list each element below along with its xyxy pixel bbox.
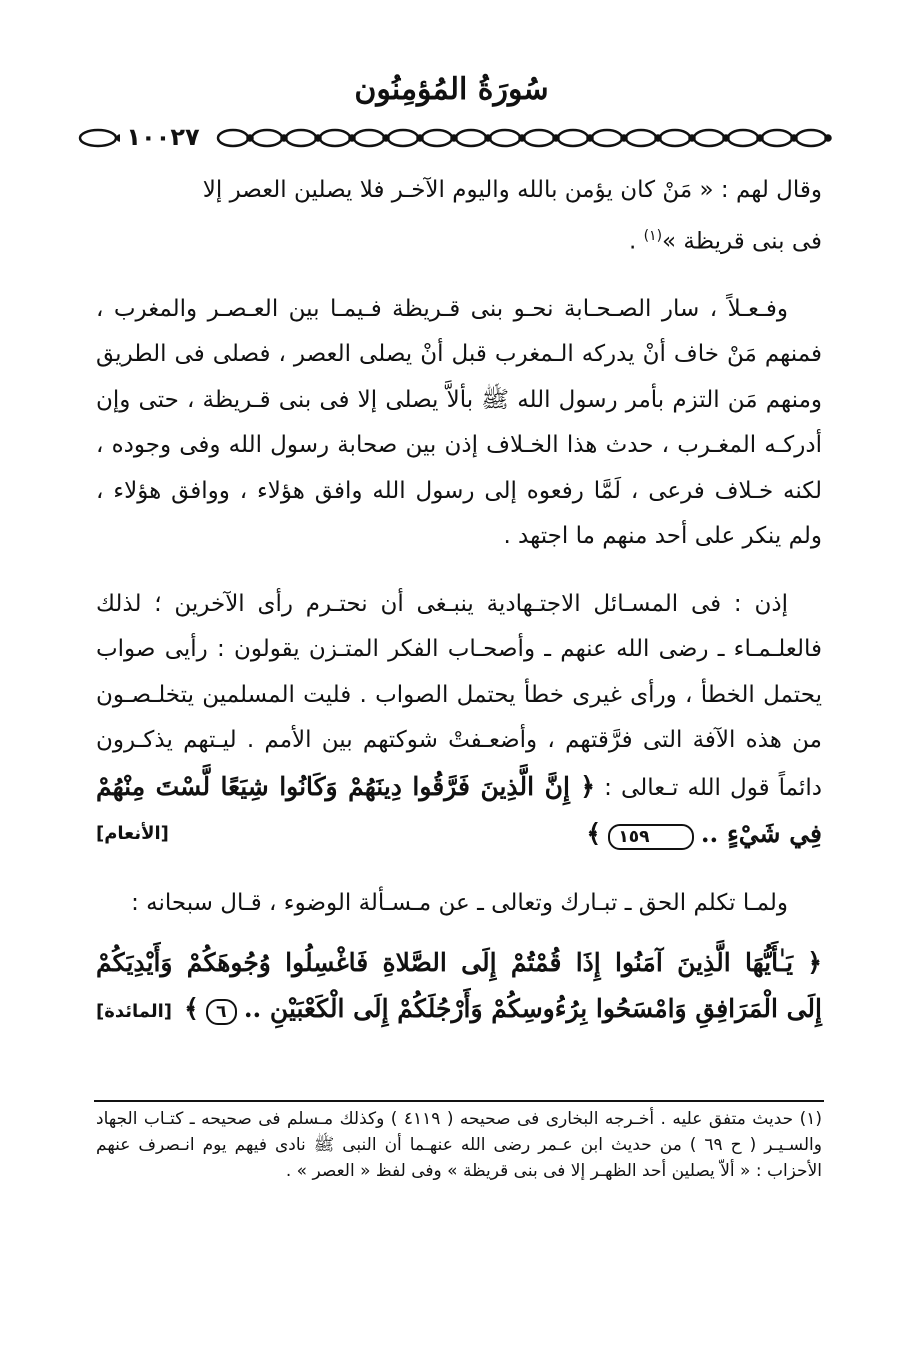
paragraph-2: وفـعـلاً ، سار الصـحـابة نحـو بنى قـريظة فـيمـا بين العـصـر والمغرب ، فمنهم مَنْ خاف أنْ يدركه الـمغرب قبل أنْ يصلى العصر ، فصلى فى الطريق ومنهم مَن التزم بأمر رسول الله ﷺ بألاَّ يصلى إلا فى بنى قـريظة ، حتى وإن أدركـه المغـرب ، حدث هذا الخـلاف إذن بين صحابة رسول الله وفى وجوده ، لكنه خـلاف فرعى ، لَمَّا رفعوه إلى رسول الله وافق هؤلاء ، ووافق هؤلاء ، ولم ينكر على أحد منهم ما اجتهد . [96,295,822,550]
surah-reference-maidah: [المائدة] [96,1000,172,1022]
quran-verse-anam: ﴿ إِنَّ الَّذِينَ فَرَّقُوا دِينَهُمْ وَكَانُوا شِيَعًا لَّسْتَ مِنْهُمْ فِي شَيْءٍ .. [96,771,822,849]
paragraph-3 [96,582,822,859]
footnote-divider [94,1100,824,1102]
footnote-text: (١) حديث متفق عليه . أخـرجه البخارى فى صحيحه ( ٤١١٩ ) وكذلك مـسلم فى صحيحه ـ كتـاب الجهاد والسـيـر ( ح ٦٩ ) من حديث ابن عـمر رضى الله عنهـما أن النبى ﷺ نادى فيهم يوم انـصرف عنهم الأحزاب : « ألاّ يصلين أحد الظهـر إلا فى بنى قريظة » وفى لفظ « العصر » . [96,1109,822,1181]
ayah-number-159: ١٥٩ [608,824,693,850]
ayah-number-6: ٦ [206,999,236,1025]
paragraph-1-tail: . [628,228,644,255]
quran-verse-maidah-line-1: ﴿ يَـٰأَيُّهَا الَّذِينَ آمَنُوا إِذَا قُمْتُمْ إِلَى الصَّلاةِ فَاغْسِلُوا وُجُوهَكُمْ وَأَيْدِيَكُمْ [96,948,822,978]
verse-close-bracket: ﴾ [586,819,602,849]
paragraph-5 [96,940,822,1034]
surah-reference-anam: [الأنعام] [96,823,169,845]
quran-verse-maidah-line-2: إِلَى الْمَرَافِقِ وَامْسَحُوا بِرُءُوسِكُمْ وَأَرْجُلَكُمْ إِلَى الْكَعْبَيْنِ .. [243,993,822,1023]
paragraph-1-line-1: وقال لهم : « مَنْ كان يؤمن بالله واليوم الآخـر فلا يصلين العصر إلا [202,177,822,203]
paragraph-1-line-2: فى بنى قريظة » [662,228,822,255]
page-number: ١٠٠٢٧ [120,120,206,154]
main-text [96,168,822,1034]
paragraph-4: ولمـا تكلم الحق ـ تبـارك وتعالى ـ عن مـسـألة الوضوء ، قـال سبحانه : [131,889,788,916]
paragraph-3-text: إذن : فى المسـائل الاجتـهادية ينبـغى أن نحتـرم رأى الآخرين ؛ لذلك فالعلـمـاء ـ رضى الله عنهم ـ وأصحـاب الفكر المتـزن يقولون : رأيى صواب يحتمل الخطأ ، ورأى غيرى خطأ يحتمل الصواب . فليت المسلمين يتخلـصـون من هذه الآفة التى فرَّقتهم ، وأضعـفتْ شوكتهم بين الأمم . ليـتهم يذكـرون دائماً قول الله تـعالى : [96,590,823,801]
verse-line-2-group [184,986,822,1034]
footnote [96,1106,822,1184]
surah-title: سُورَةُ المُؤمِنُون [354,72,549,107]
verse-close-bracket-2: ﴾ [184,993,199,1023]
paragraph-1 [96,168,822,265]
footnote-marker: (١) [643,227,663,244]
quran-verse-maidah-line-2-row [96,986,822,1035]
